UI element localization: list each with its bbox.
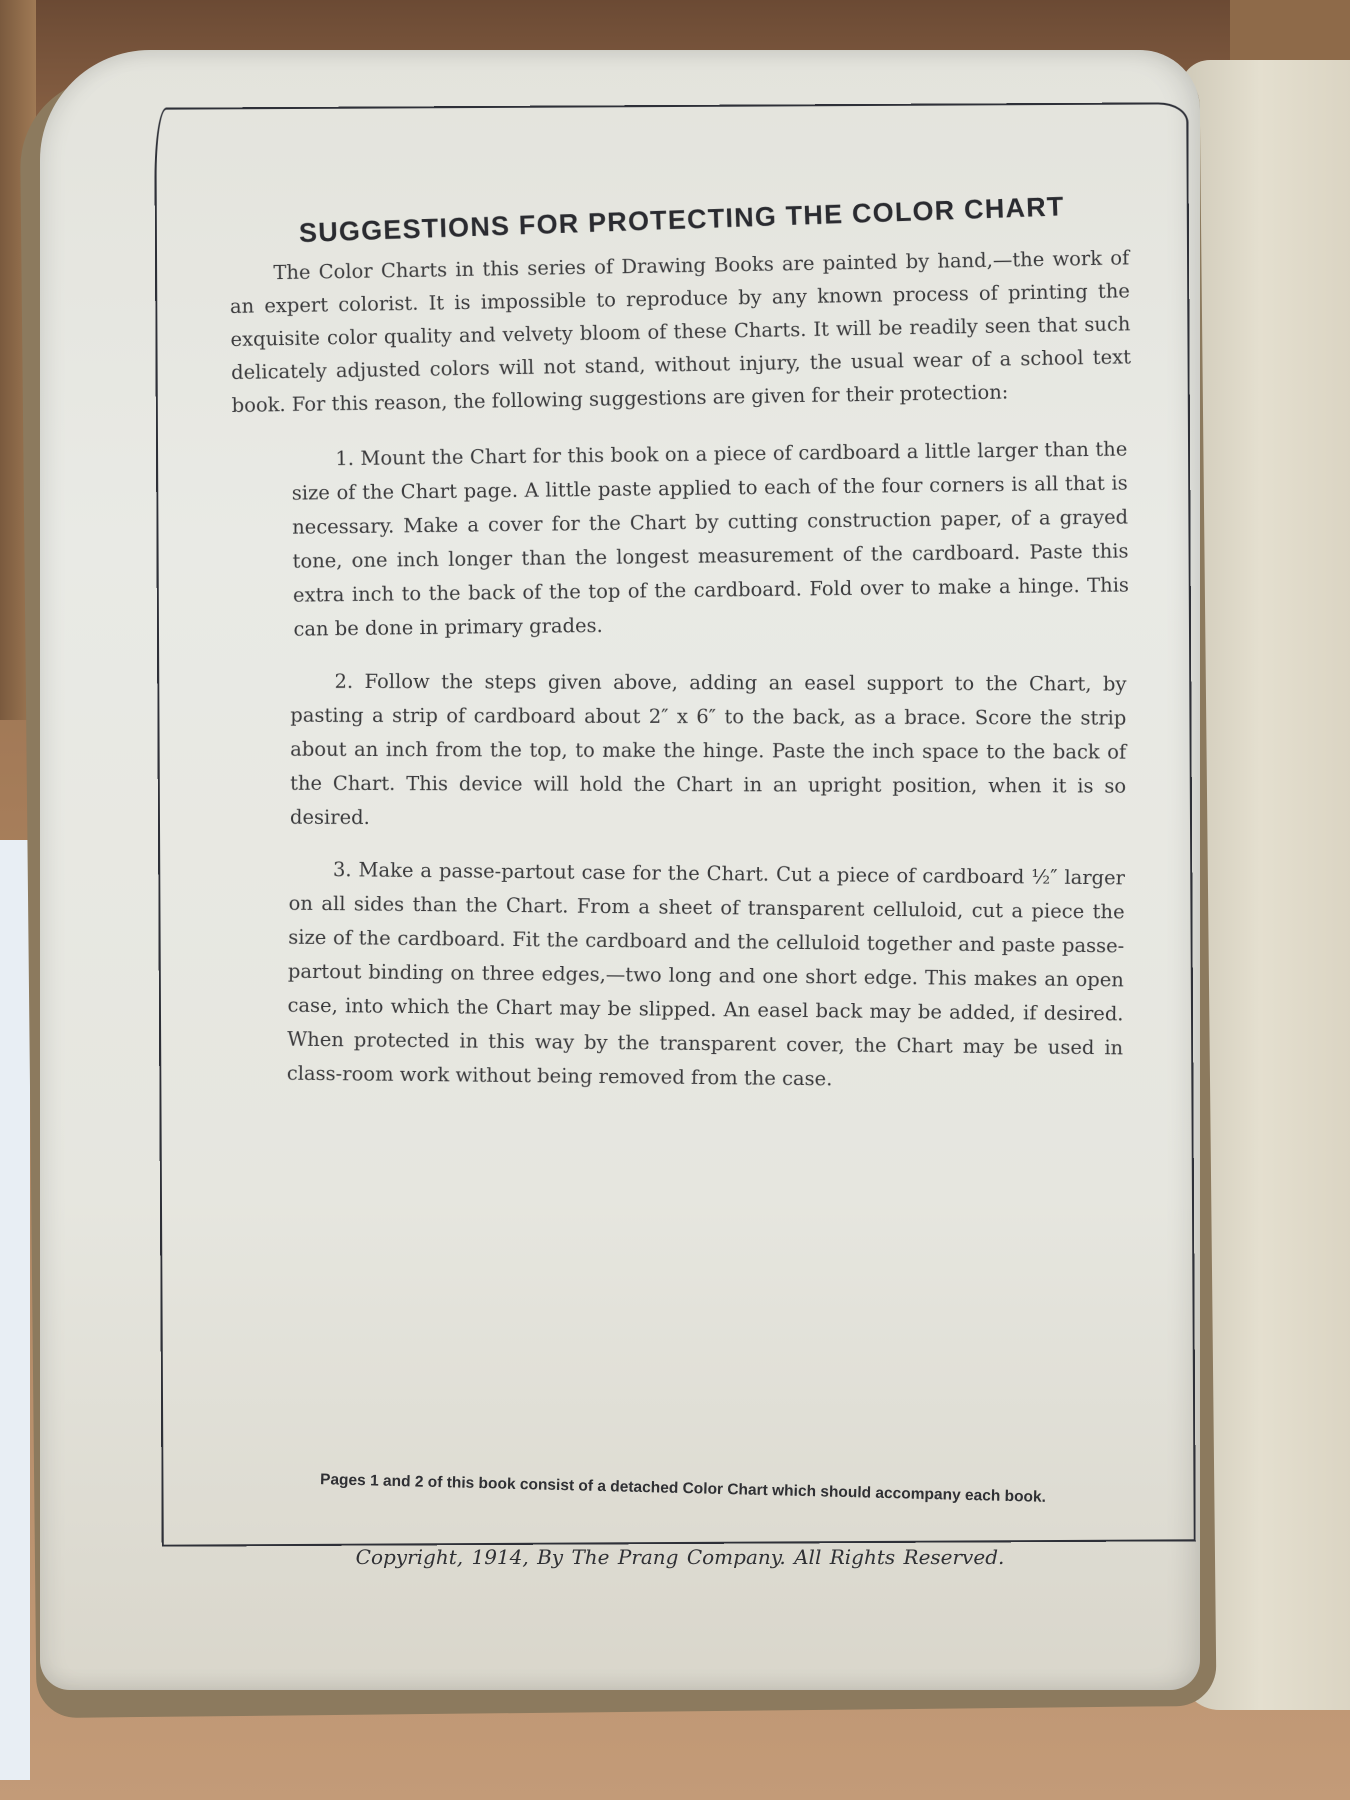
item-number: 2. (334, 669, 354, 693)
suggestion-item-3 (287, 853, 1125, 1100)
footnote: Pages 1 and 2 of this book consist of a detached Color Chart which should accompany each book. (319, 1471, 1047, 1506)
item-number: 1. (335, 446, 355, 471)
item-text: Follow the steps given above, adding an easel support to the Chart, by pasting a strip of cardboard about 2″ x 6″ to the back, as a brace. Score the strip about an inch from the top, to make the hinge. Paste the inch space to the back of the Chart. This device will hold the Chart in an upright position, when it is so desired. (289, 669, 1127, 829)
white-sheet-edge (0, 840, 30, 1780)
cardboard-box-top-right (1230, 0, 1350, 60)
page-content (222, 191, 1132, 1117)
suggestion-item-2 (290, 665, 1127, 838)
copyright-line: Copyright, 1914, By The Prang Company. All Rights Reserved. (355, 1545, 1005, 1569)
item-text: Mount the Chart for this book on a piece of cardboard a little larger than the size of the Chart page. A little paste applied to each of the four corners is all that is necessary. Make a cover for the Chart by cutting construction paper, of a grayed tone, one inch longer than the longest measurement of the cardboard. Paste this extra inch to the back of the top of the cardboard. Fold over to make a hinge. This can be done in primary grades. (291, 437, 1130, 641)
page-title: SUGGESTIONS FOR PROTECTING THE COLOR CHART (298, 191, 1066, 249)
item-text: Make a passe-partout case for the Chart. Cut a piece of cardboard ½″ larger on all sides than the Chart. From a sheet of transparent celluloid, cut a piece the size of the cardboard. Fit the cardboard and the celluloid together and paste passe-partout binding on three edges,—two long and one short edge. This makes an open case, into which the Chart may be slipped. An easel back may be added, if desired. When protected in this way by the transparent cover, the Chart may be used in class-room work without being removed from the case. (286, 858, 1126, 1091)
item-number: 3. (332, 858, 352, 882)
suggestion-item-1 (291, 432, 1129, 646)
intro-paragraph: The Color Charts in this series of Drawing Books are painted by hand,—the work of an expert colorist. It is impossible to reproduce by any known process of printing the exquisite color quality and velvety bloom of these Charts. It will be readily seen that such delicately adjusted colors will not stand, without injury, the usual wear of a school text book. For this reason, the following suggestions are given for their protection: (229, 246, 1132, 417)
